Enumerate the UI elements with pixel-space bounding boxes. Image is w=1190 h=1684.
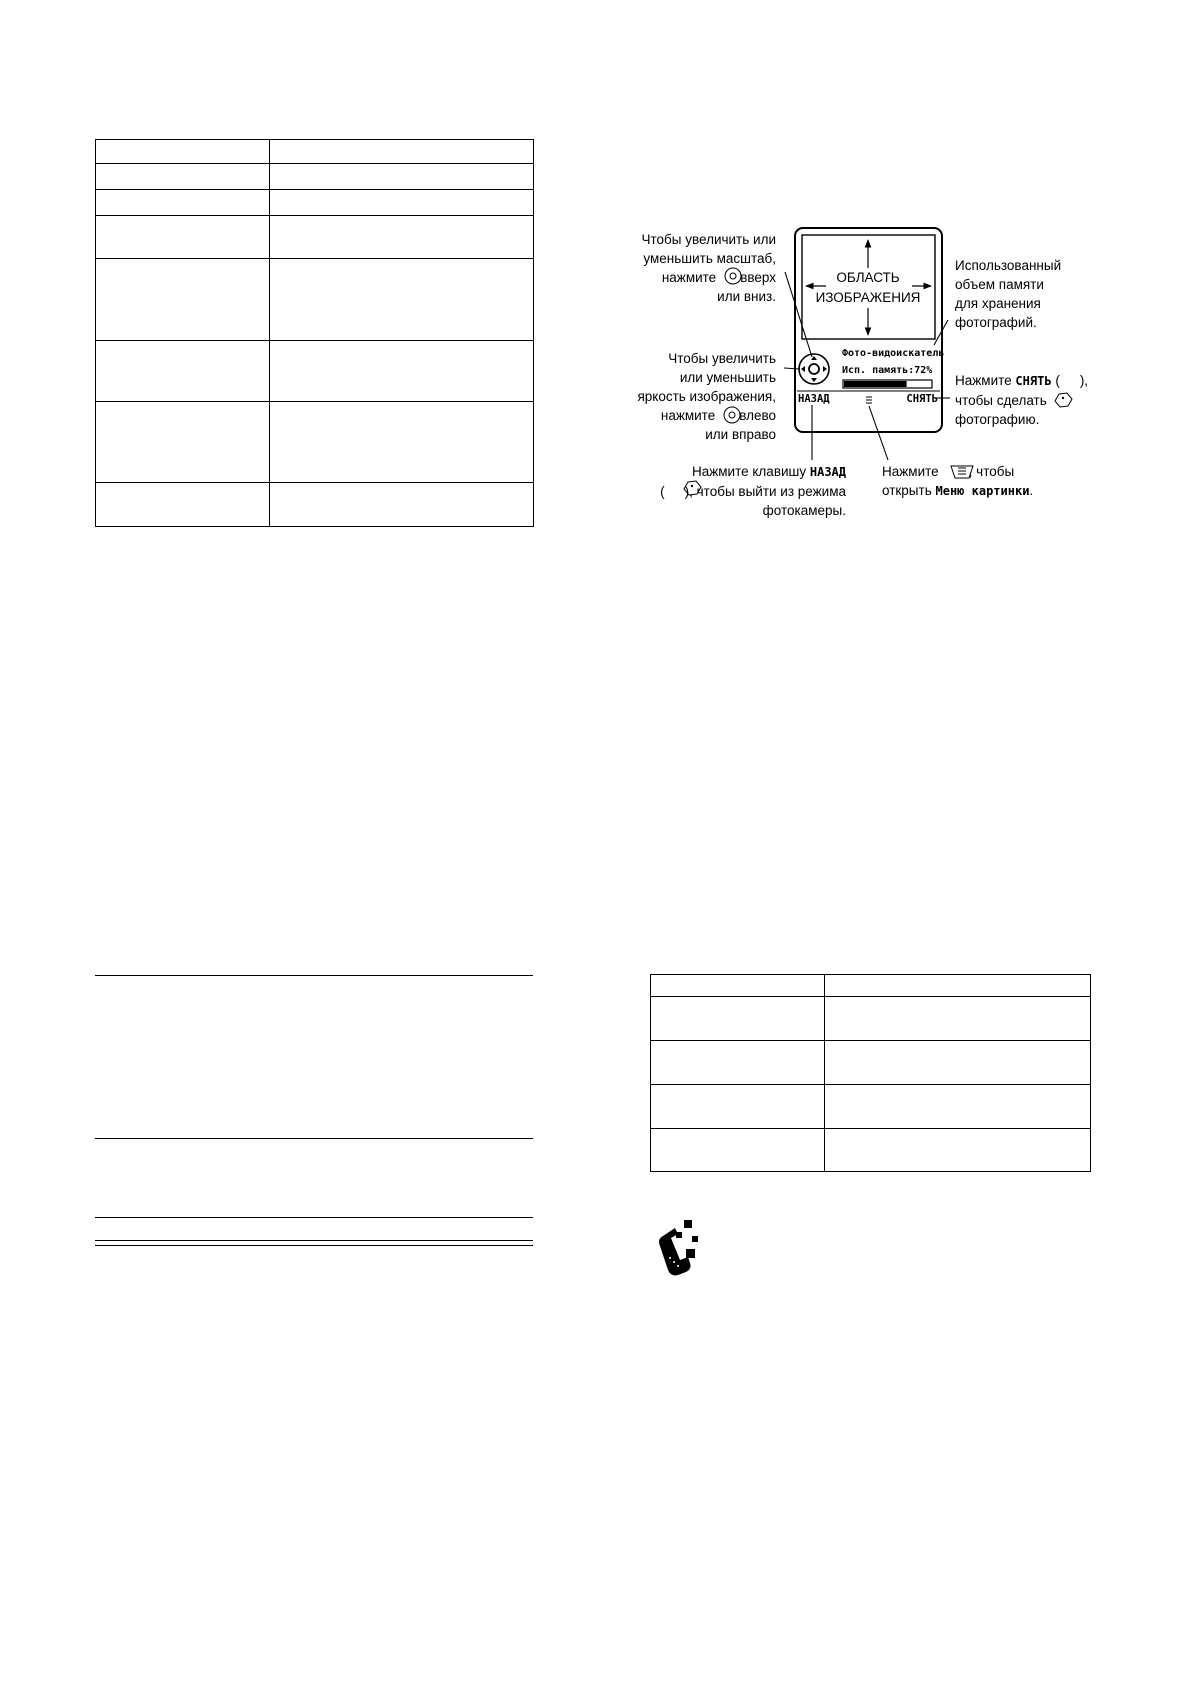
callout-menu-period: . bbox=[1029, 483, 1034, 498]
softkey-capture: СНЯТЬ bbox=[906, 393, 938, 405]
callout-zoom-line-2: уменьшить масштаб, bbox=[643, 251, 776, 266]
callout-back bbox=[606, 462, 846, 520]
callout-brightness-line-1: Чтобы увеличить bbox=[668, 351, 776, 366]
callout-zoom-dir: вверх bbox=[740, 270, 776, 285]
callout-brightness-dir: влево bbox=[739, 408, 776, 423]
callout-capture bbox=[955, 371, 1155, 429]
phone-network-icon bbox=[659, 1220, 698, 1275]
callout-capture-key: СНЯТЬ bbox=[1015, 374, 1052, 388]
softkey-back: НАЗАД bbox=[798, 393, 830, 405]
callout-capture-press: Нажмите bbox=[955, 373, 1012, 388]
callout-menu bbox=[882, 462, 1102, 501]
callout-zoom-line-4: или вниз. bbox=[717, 289, 776, 304]
callout-zoom bbox=[576, 230, 776, 306]
memory-used-text: Исп. память:72% bbox=[842, 365, 933, 376]
callout-capture-paren-close: ), bbox=[1079, 373, 1089, 388]
memory-bar-fill bbox=[844, 381, 907, 387]
callout-memory bbox=[955, 256, 1155, 332]
image-area-label-2: ИЗОБРАЖЕНИЯ bbox=[815, 290, 921, 305]
callout-brightness-line-5: или вправо bbox=[705, 427, 776, 442]
callout-back-press: Нажмите клавишу bbox=[691, 464, 807, 479]
image-area-label-1: ОБЛАСТЬ bbox=[836, 270, 900, 285]
menu-icon bbox=[866, 397, 872, 403]
callout-memory-line-2: объем памяти bbox=[955, 277, 1044, 292]
callout-back-line-3: фотокамеры. bbox=[762, 503, 846, 518]
callout-zoom-line-1: Чтобы увеличить или bbox=[641, 232, 776, 247]
callout-menu-so: , чтобы bbox=[968, 464, 1015, 479]
callout-menu-item: Меню картинки bbox=[935, 484, 1030, 498]
callout-back-key: НАЗАД bbox=[809, 465, 846, 479]
callout-capture-line-2: чтобы сделать bbox=[955, 393, 1047, 408]
callout-capture-line-3: фотографию. bbox=[955, 412, 1040, 427]
callout-memory-line-1: Использованный bbox=[955, 258, 1062, 273]
callout-memory-line-4: фотографий. bbox=[955, 315, 1037, 330]
callout-brightness-line-2: или уменьшить bbox=[679, 370, 776, 385]
callout-zoom-press: нажмите bbox=[661, 270, 717, 285]
callout-back-paren-open: ( bbox=[660, 484, 665, 499]
callout-capture-paren-open: ( bbox=[1055, 373, 1060, 388]
callout-menu-press: Нажмите bbox=[882, 464, 939, 479]
callout-brightness-press: нажмите bbox=[660, 408, 716, 423]
callout-brightness bbox=[576, 349, 776, 444]
callout-menu-open: открыть bbox=[882, 483, 932, 498]
callout-memory-line-3: для хранения bbox=[955, 296, 1041, 311]
callout-back-line-2: ), чтобы выйти из режима bbox=[684, 484, 846, 499]
viewfinder-title: Фото-видоискатель bbox=[842, 348, 945, 359]
callout-brightness-line-3: яркость изображения, bbox=[637, 389, 776, 404]
